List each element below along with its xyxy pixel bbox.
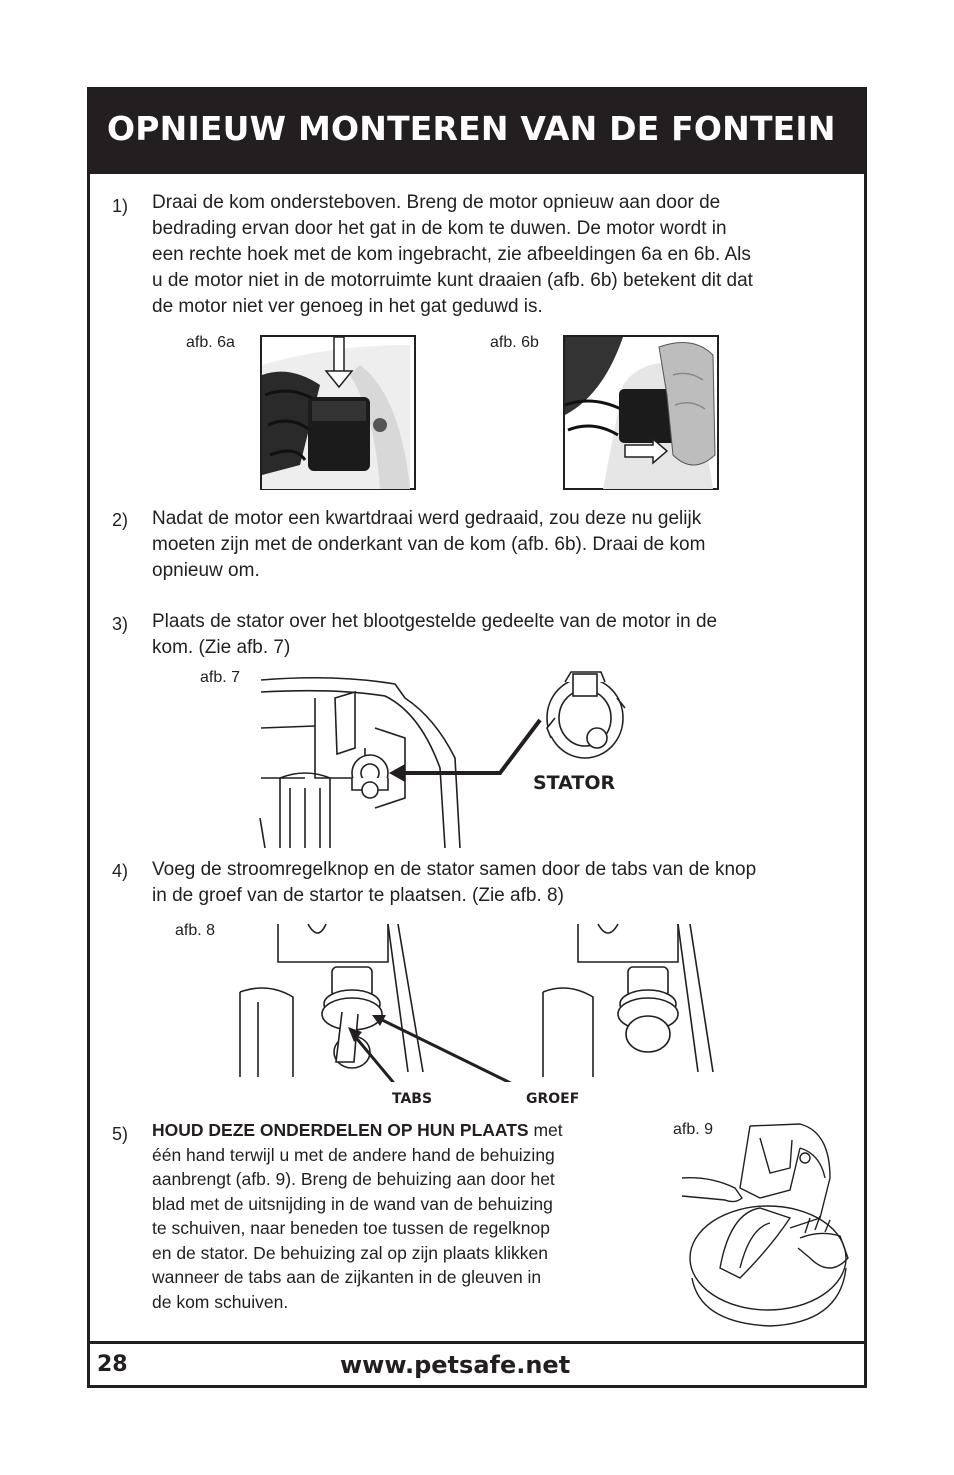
text-line xyxy=(152,1118,642,1143)
stator-diagram xyxy=(255,668,645,848)
motor-photo-6b xyxy=(563,335,719,490)
step-number: 3) xyxy=(112,614,129,634)
step-5-text xyxy=(152,1118,642,1314)
step-number: 2) xyxy=(112,510,129,530)
text-line: de kom schuiven. xyxy=(152,1291,289,1312)
tabs-label: TABS xyxy=(392,1091,433,1107)
motor-photo-6a xyxy=(260,335,416,490)
text-line: Nadat de motor een kwartdraai werd gedraaid, zou deze nu gelijk xyxy=(152,508,702,529)
stator-label: STATOR xyxy=(533,772,616,794)
footer-divider xyxy=(87,1341,867,1344)
text-line: de motor niet ver genoeg in het gat geduwd is. xyxy=(152,296,543,317)
housing-assembly-drawing xyxy=(680,1118,850,1330)
text-line: opnieuw om. xyxy=(152,560,260,581)
step-5-lead-rest: met xyxy=(528,1120,563,1140)
step-4-text xyxy=(152,857,756,909)
text-line: Voeg de stroomregelknop en de stator samen door de tabs van de knop xyxy=(152,859,757,880)
text-line: Draai de kom ondersteboven. Breng de motor opnieuw aan door de xyxy=(152,192,721,213)
text-line: kom. (Zie afb. 7) xyxy=(152,637,291,658)
text-line: u de motor niet in de motorruimte kunt draaien (afb. 6b) betekent dit dat xyxy=(152,270,753,291)
text-line: Plaats de stator over het blootgestelde gedeelte van de motor in de xyxy=(152,611,718,632)
groef-label: GROEF xyxy=(526,1091,580,1107)
text-line: in de groef van de startor te plaatsen. (Zie afb. 8) xyxy=(152,885,564,906)
text-line: moeten zijn met de onderkant van de kom (afb. 6b). Draai de kom xyxy=(152,534,706,555)
text-line: en de stator. De behuizing zal op zijn plaats klikken xyxy=(152,1242,548,1263)
figure-caption: afb. 9 xyxy=(673,1121,714,1138)
text-line: blad met de uitsnijding in de wand van de behuizing xyxy=(152,1193,553,1214)
page-number: 28 xyxy=(97,1352,128,1377)
step-number: 4) xyxy=(112,861,129,881)
text-line: een rechte hoek met de kom ingebracht, zie afbeeldingen 6a en 6b. Als xyxy=(152,244,751,265)
website-url[interactable]: www.petsafe.net xyxy=(340,1351,571,1379)
figure-caption: afb. 6b xyxy=(490,334,539,351)
knob-stator-diagram xyxy=(238,922,743,1082)
text-line: één hand terwijl u met de andere hand de behuizing xyxy=(152,1144,555,1165)
step-5-lead: HOUD DEZE ONDERDELEN OP HUN PLAATS xyxy=(152,1120,529,1140)
step-1-text xyxy=(152,190,753,320)
text-line: te schuiven, naar beneden toe tussen de regelknop xyxy=(152,1218,550,1238)
text-line: wanneer de tabs aan de zijkanten in de gleuven in xyxy=(152,1267,542,1287)
step-number: 5) xyxy=(112,1124,129,1144)
page-title: OPNIEUW MONTEREN VAN DE FONTEIN xyxy=(107,109,836,148)
step-3-text xyxy=(152,609,717,661)
page-header xyxy=(87,87,867,174)
figure-caption: afb. 8 xyxy=(175,922,216,939)
figure-caption: afb. 7 xyxy=(200,669,241,686)
figure-caption: afb. 6a xyxy=(186,334,235,351)
step-2-text xyxy=(152,506,705,584)
text-line: bedrading ervan door het gat in de kom te duwen. De motor wordt in xyxy=(152,218,727,239)
step-number: 1) xyxy=(112,196,129,216)
text-line: aanbrengt (afb. 9). Breng de behuizing aan door het xyxy=(152,1169,555,1189)
